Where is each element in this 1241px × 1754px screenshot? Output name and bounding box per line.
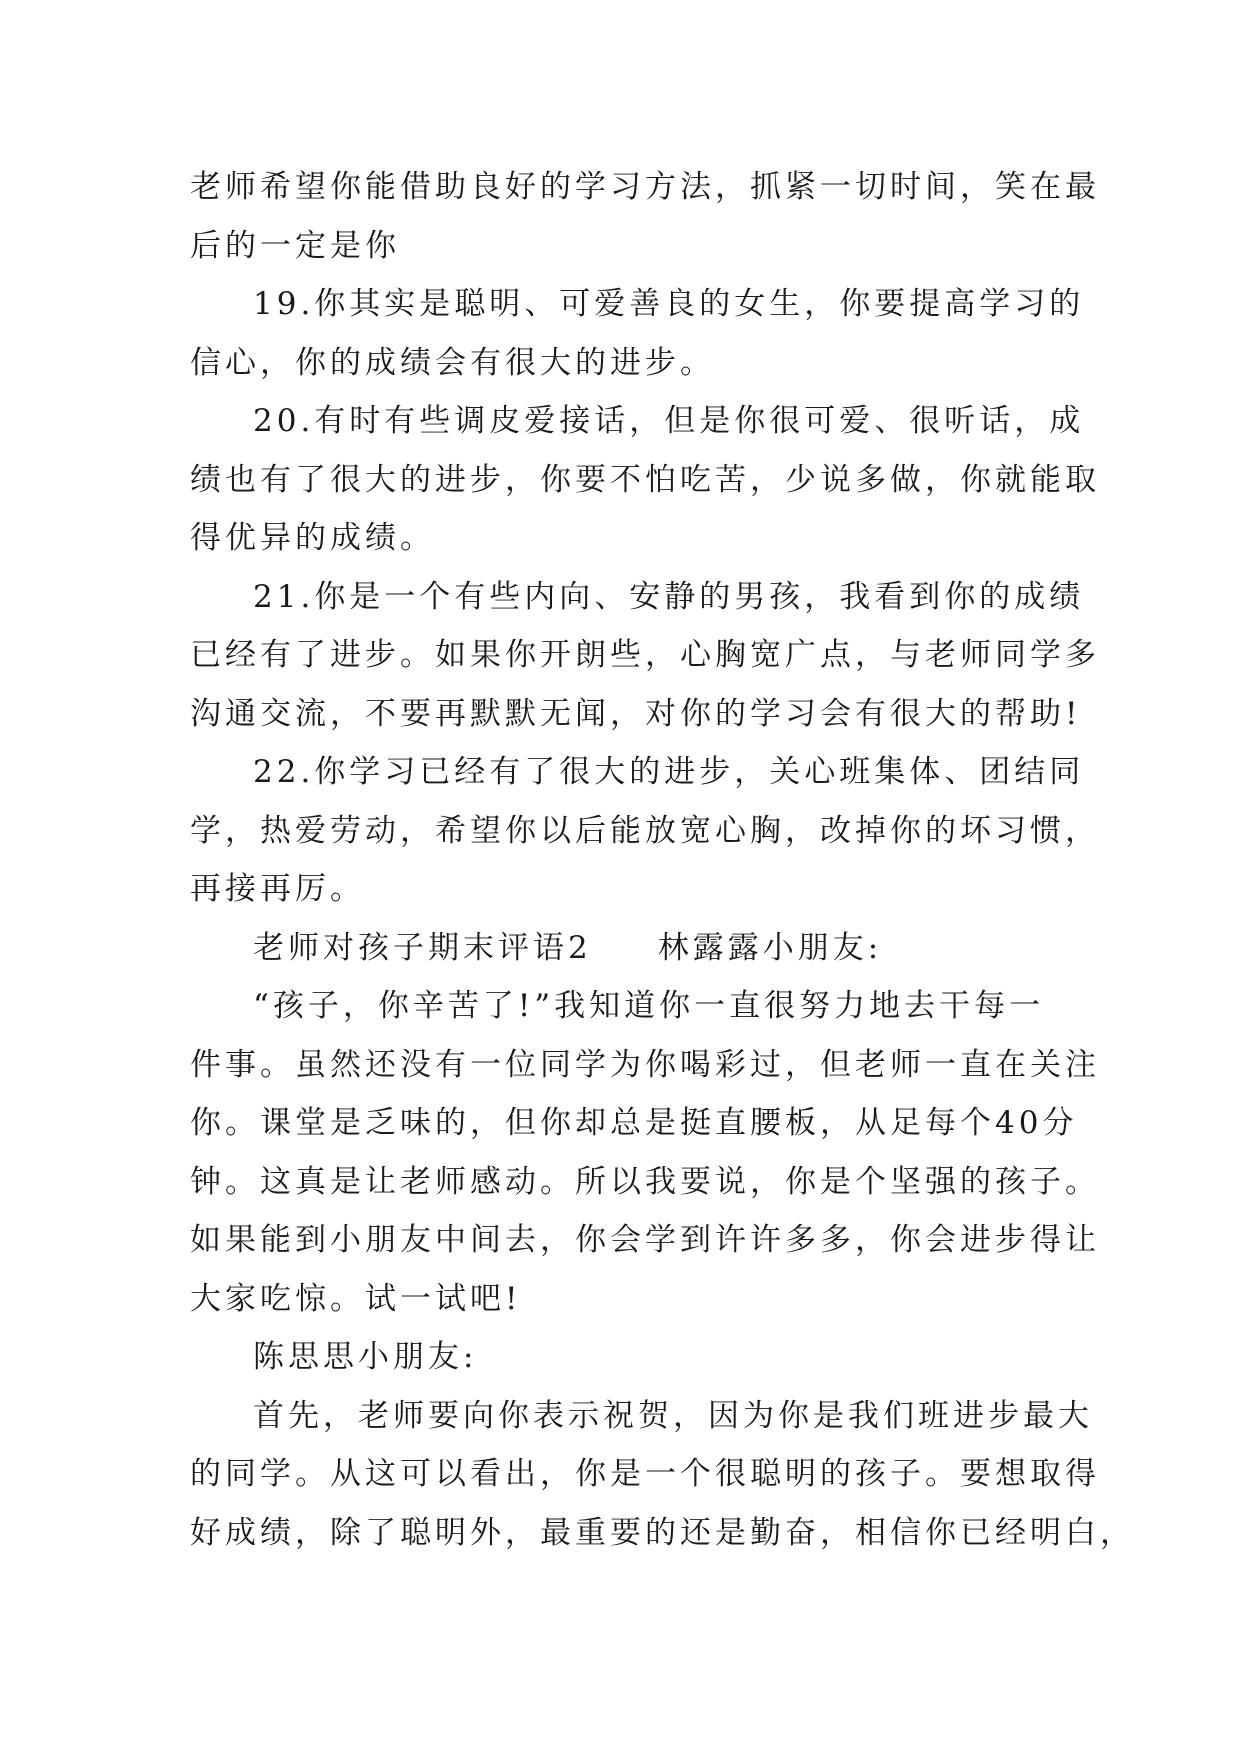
section-title: 老师对孩子期末评语2	[253, 929, 592, 966]
text-line: 后的一定是你	[190, 227, 400, 264]
text-line: 件事。虽然还没有一位同学为你喝彩过，但老师一直在关注	[190, 1046, 1100, 1083]
text-line: 绩也有了很大的进步，你要不怕吃苦，少说多做，你就能取	[190, 461, 1100, 498]
text-line: 首先，老师要向你表示祝贺，因为你是我们班进步最大	[253, 1397, 1093, 1434]
text-line: 得优异的成绩。	[190, 520, 435, 556]
text-line: 学，热爱劳动，希望你以后能放宽心胸，改掉你的坏习惯，	[190, 812, 1100, 849]
text-line: 沟通交流，不要再默默无闻，对你的学习会有很大的帮助!	[190, 695, 1082, 732]
text-line: 陈思思小朋友:	[253, 1339, 478, 1375]
document-page	[190, 158, 1135, 1562]
text-line: 的同学。从这可以看出，你是一个很聪明的孩子。要想取得	[190, 1456, 1100, 1492]
text-line: 好成绩，除了聪明外，最重要的还是勤奋，相信你已经明白，	[190, 1514, 1135, 1551]
text-line: 20.有时有些调皮爱接话，但是你很可爱、很听话，成	[253, 403, 1085, 439]
text-line: 如果能到小朋友中间去，你会学到许许多多，你会进步得让	[190, 1222, 1100, 1258]
text-line: 大家吃惊。试一试吧!	[190, 1280, 522, 1317]
text-line: 你。课堂是乏味的，但你却总是挺直腰板，从足每个40分	[190, 1105, 1078, 1141]
text-line: 19.你其实是聪明、可爱善良的女生，你要提高学习的	[253, 286, 1085, 322]
section-heading-line	[190, 919, 1060, 978]
text-line: 已经有了进步。如果你开朗些，心胸宽广点，与老师同学多	[190, 637, 1100, 673]
salutation: 林露露小朋友:	[657, 929, 883, 966]
text-line: 22.你学习已经有了很大的进步，关心班集体、团结同	[253, 754, 1085, 790]
text-line: “孩子，你辛苦了!”我知道你一直很努力地去干每一	[253, 988, 1045, 1024]
text-line: 信心，你的成绩会有很大的进步。	[190, 344, 715, 381]
text-line: 钟。这真是让老师感动。所以我要说，你是个坚强的孩子。	[190, 1163, 1100, 1200]
text-line: 再接再厉。	[190, 871, 365, 907]
text-line: 21.你是一个有些内向、安静的男孩，我看到你的成绩	[253, 578, 1085, 615]
text-line: 老师希望你能借助良好的学习方法，抓紧一切时间，笑在最	[190, 169, 1100, 205]
